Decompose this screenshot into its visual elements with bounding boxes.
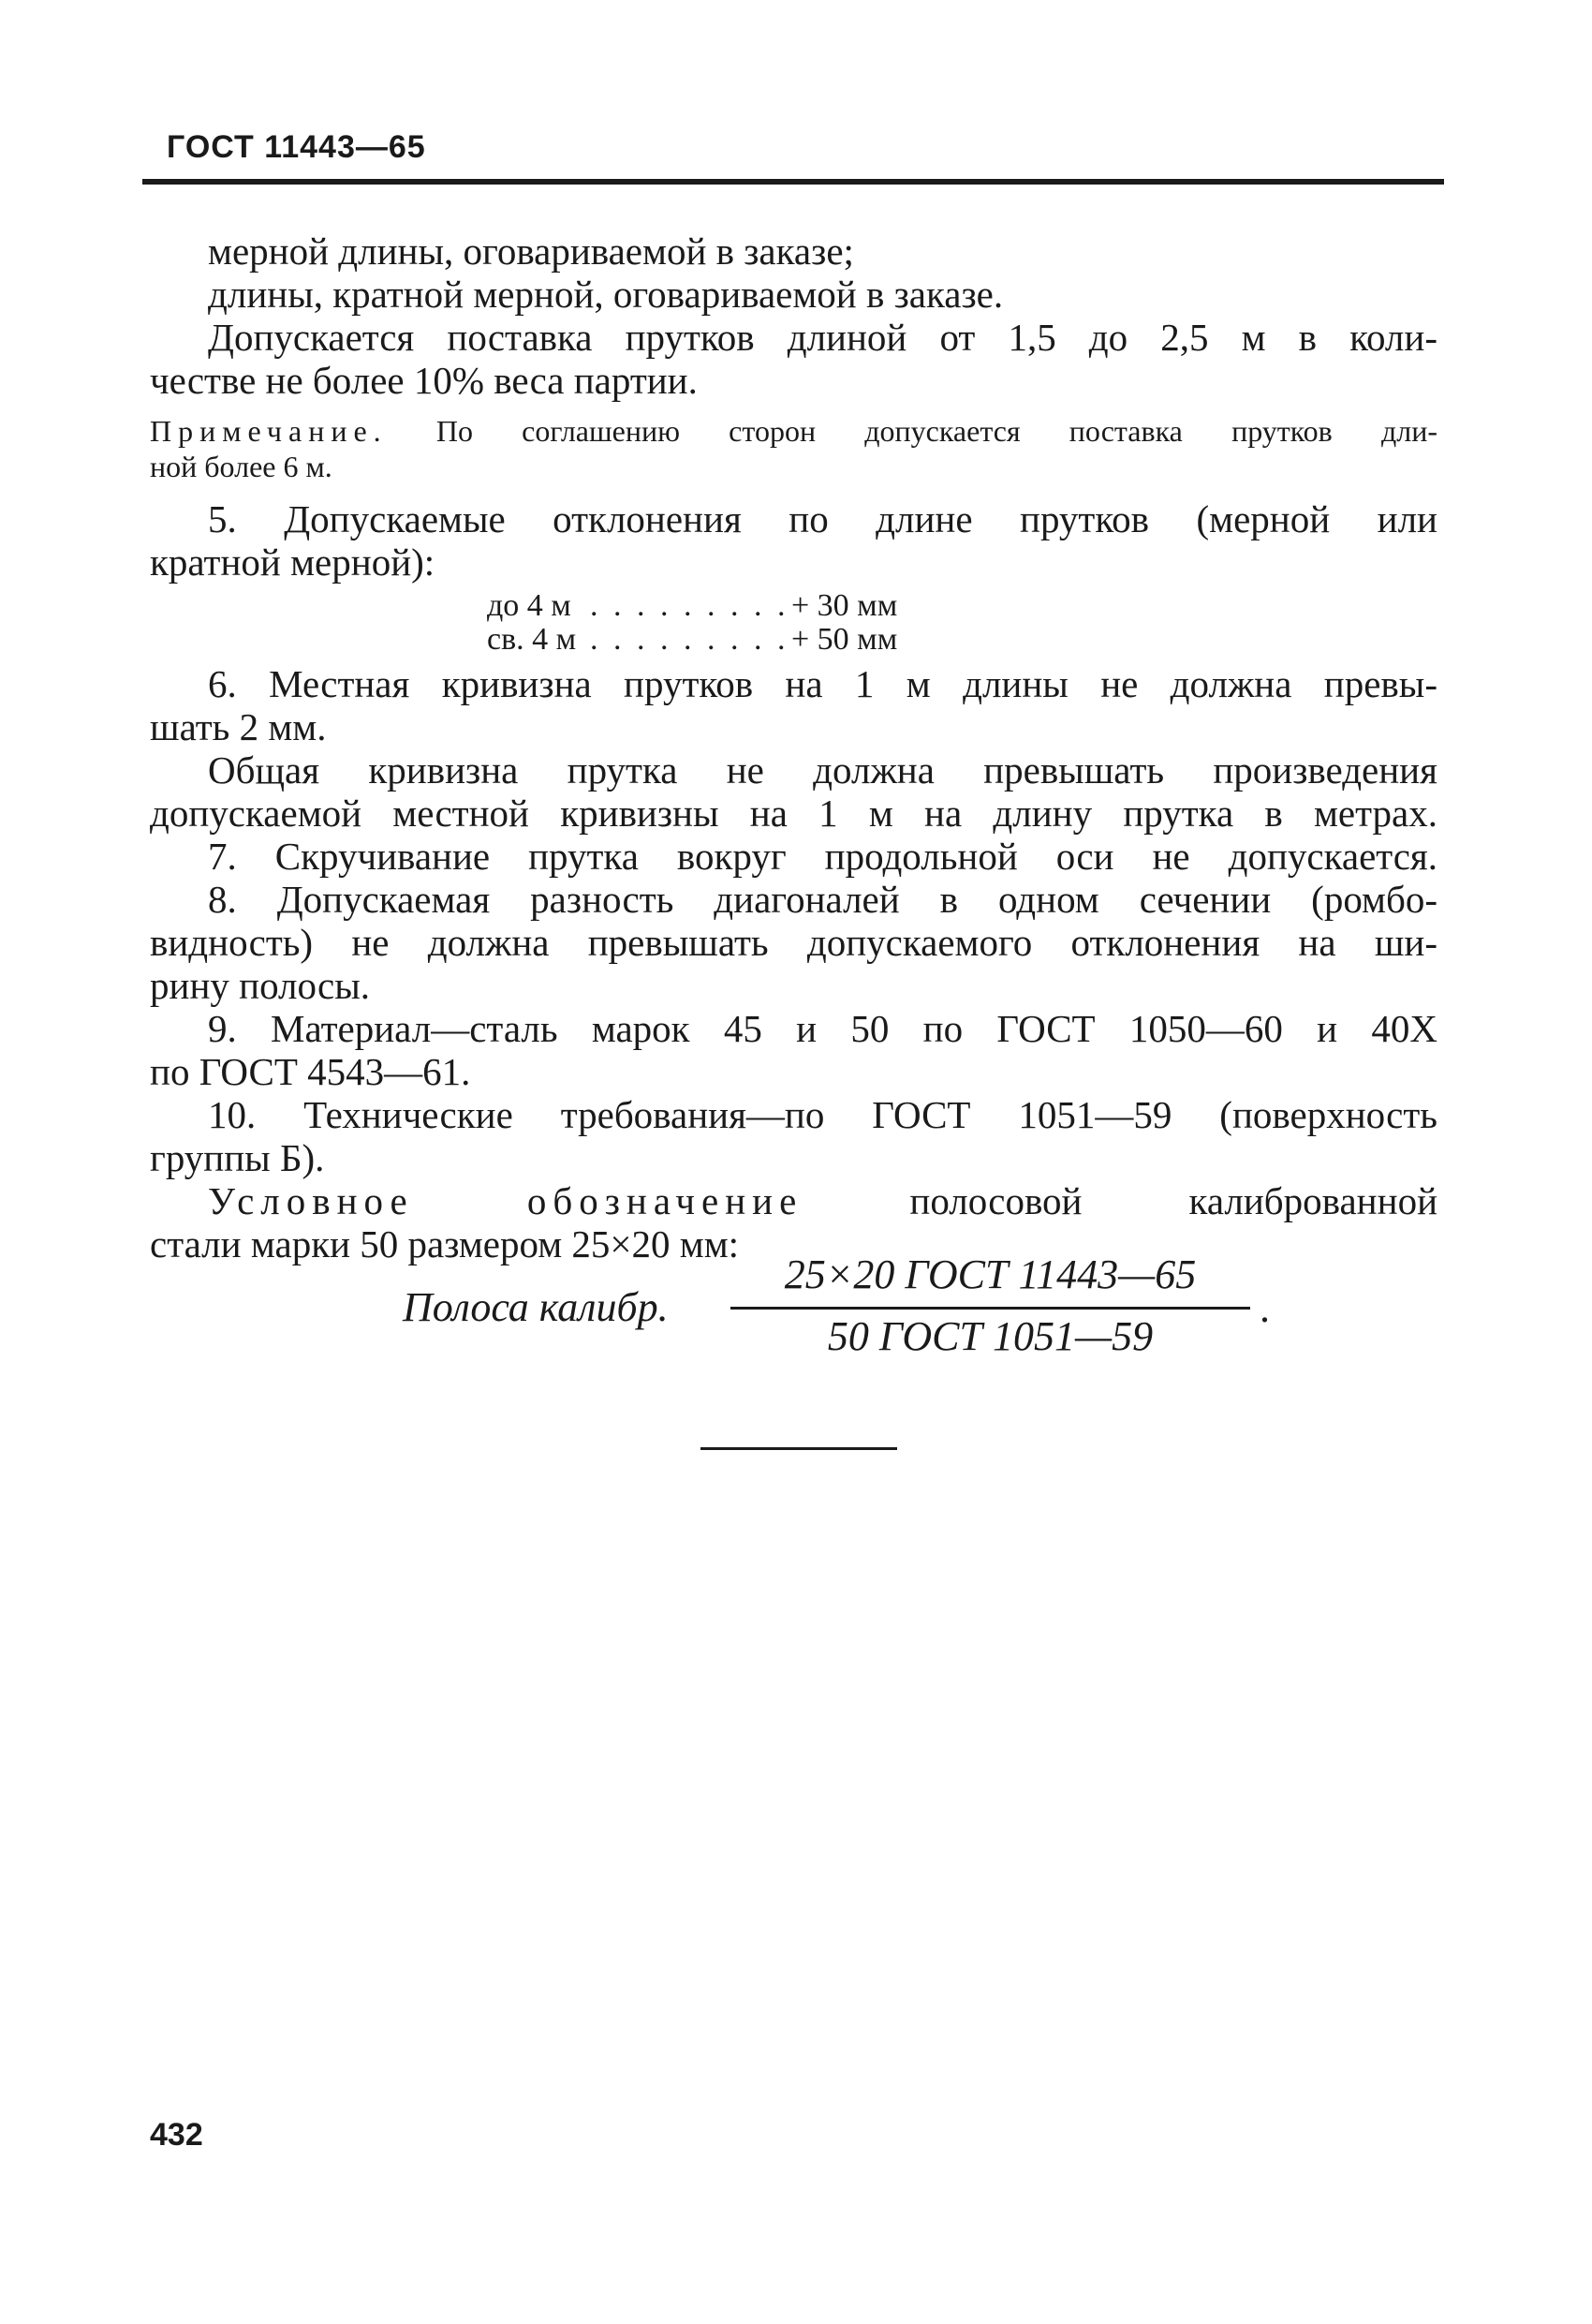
text-line: 7. Скручивание прутка вокруг продольной оси не допускается.	[208, 835, 1437, 878]
page-number: 432	[150, 2117, 203, 2153]
leader-dots: . . . . . . . . .	[590, 588, 789, 623]
tolerance-label: св. 4 м	[487, 622, 577, 657]
text-line: 5. Допускаемые отклонения по длине прутков (мерной или	[208, 497, 1437, 540]
text-line: 8. Допускаемая разность диагоналей в одном сечении (ромбо-	[208, 878, 1437, 921]
length-tolerances	[487, 589, 1437, 657]
document-body	[150, 229, 1437, 1266]
note-text: По соглашению сторон допускается поставка прутков дли-	[435, 414, 1438, 448]
text-line: длины, кратной мерной, оговариваемой в заказе.	[208, 273, 1004, 316]
text-line: Общая кривизна прутка не должна превышать произведения	[208, 748, 1437, 792]
text-line: 6. Местная кривизна прутков на 1 м длины не должна превы-	[208, 662, 1437, 705]
fraction-bar	[730, 1307, 1250, 1310]
note-line	[150, 413, 1437, 449]
text-line: 10. Технические требования—по ГОСТ 1051—59 (поверхность	[208, 1093, 1437, 1136]
note	[150, 413, 1437, 484]
text-line: рину полосы.	[150, 964, 371, 1007]
designation-label: Условное обозначение	[208, 1179, 803, 1222]
leader-dots: . . . . . . . . .	[590, 622, 789, 657]
text-line: по ГОСТ 4543—61.	[150, 1050, 471, 1093]
header-rule	[142, 179, 1444, 185]
designation-line	[150, 1179, 1437, 1222]
tolerance-row	[487, 623, 1437, 657]
end-rule	[700, 1447, 897, 1450]
tolerance-row	[487, 589, 1437, 623]
formula-left: Полоса калибр.	[403, 1284, 669, 1330]
text-line: кратной мерной):	[150, 540, 435, 584]
text-line: видность) не должна превышать допускаемого отклонения на ши-	[150, 921, 1437, 964]
text-line: 9. Материал—сталь марок 45 и 50 по ГОСТ 1050—60 и 40Х	[208, 1007, 1437, 1050]
note-label: Примечание.	[150, 414, 388, 448]
text-line: стали марки 50 размером 25×20 мм:	[150, 1222, 740, 1266]
page-header-title: ГОСТ 11443—65	[167, 129, 426, 165]
tolerance-value: + 50 мм	[791, 622, 898, 657]
text-line: шать 2 мм.	[150, 705, 327, 748]
designation-text: полосовой калиброванной	[909, 1179, 1438, 1222]
text-line: допускаемой местной кривизны на 1 м на длину прутка в метрах.	[150, 792, 1437, 835]
note-line-2: ной более 6 м.	[150, 450, 332, 483]
tolerance-label: до 4 м	[487, 588, 571, 623]
text-line: честве не более 10% веса партии.	[150, 359, 698, 402]
tolerance-value: + 30 мм	[791, 588, 898, 623]
fraction-denominator: 50 ГОСТ 1051—59	[827, 1313, 1154, 1359]
fraction-numerator: 25×20 ГОСТ 11443—65	[784, 1251, 1197, 1297]
formula-dot: .	[1260, 1285, 1270, 1331]
text-line: мерной длины, оговариваемой в заказе;	[208, 229, 854, 273]
text-line: Допускается поставка прутков длиной от 1,5 до 2,5 м в коли-	[208, 316, 1437, 359]
text-line: группы Б).	[150, 1136, 325, 1179]
